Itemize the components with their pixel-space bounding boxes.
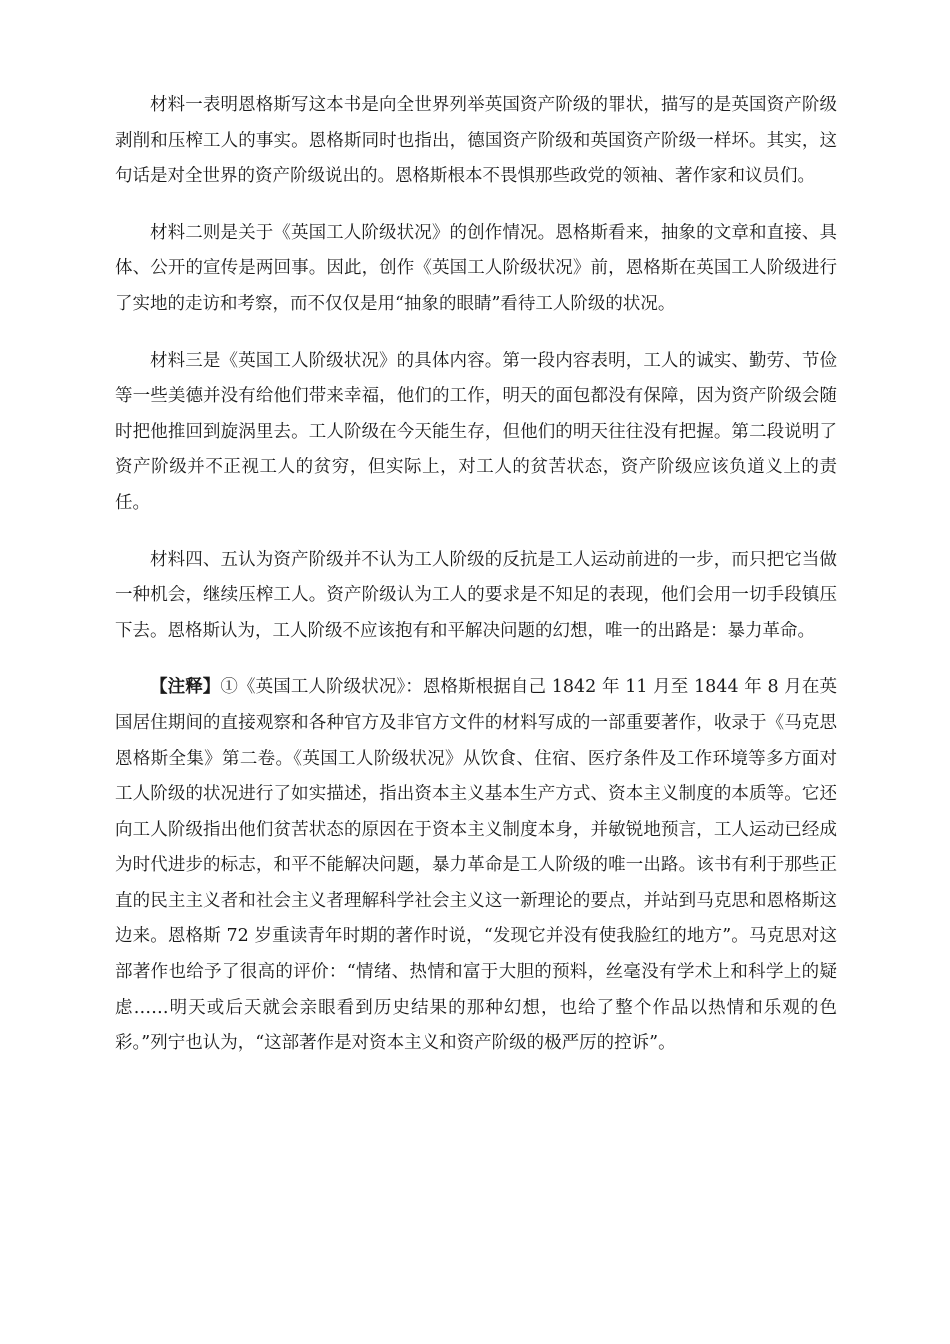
paragraph-material-2: 材料二则是关于《英国工人阶级状况》的创作情况。恩格斯看来，抽象的文章和直接、具体、公开的宣传是两回事。因此，创作《英国工人阶级状况》前，恩格斯在英国工人阶级进行了实地的走访和考察，而不仅仅是用“抽象的眼睛”看待工人阶级的状况。 xyxy=(115,222,837,314)
paragraph-material-3: 材料三是《英国工人阶级状况》的具体内容。第一段内容表明，工人的诚实、勤劳、节俭等一些美德并没有给他们带来幸福，他们的工作，明天的面包都没有保障，因为资产阶级会随时把他推回到旋涡里去。工人阶级在今天能生存，但他们的明天往往没有把握。第二段说明了资产阶级并不正视工人的贫穷，但实际上，对工人的贫苦状态，资产阶级应该负道义上的责任。 xyxy=(115,350,837,513)
document-page xyxy=(115,88,837,1083)
paragraph-material-1: 材料一表明恩格斯写这本书是向全世界列举英国资产阶级的罪状，描写的是英国资产阶级剥削和压榨工人的事实。恩格斯同时也指出，德国资产阶级和英国资产阶级一样坏。其实，这句话是对全世界的资产阶级说出的。恩格斯根本不畏惧那些政党的领袖、著作家和议员们。 xyxy=(115,95,837,187)
annotation-text: ①《英国工人阶级状况》：恩格斯根据自己 1842 年 11 月至 1844 年 8 月在英国居住期间的直接观察和各种官方及非官方文件的材料写成的一部重要著作，收录于《马克思恩格斯全集》第二卷。《英国工人阶级状况》从饮食、住宿、医疗条件及工作环境等多方面对工人阶级的状况进行了如实描述，指出资本主义基本生产方式、资本主义制度的本质等。它还向工人阶级指出他们贫苦状态的原因在于资本主义制度本身，并敏锐地预言，工人运动已经成为时代进步的标志，和平不能解决问题，暴力革命是工人阶级的唯一出路。该书有利于那些正直的民主主义者和社会主义者理解科学社会主义这一新理论的要点，并站到马克思和恩格斯这边来。恩格斯 72 岁重读青年时期的著作时说，“发现它并没有使我脸红的地方”。马克思对这部著作也给予了很高的评价：“情绪、热情和富于大胆的预料，丝毫没有学术上和科学上的疑虑……明天或后天就会亲眼看到历史结果的那种幻想，也给了整个作品以热情和乐观的色彩。”列宁也认为，“这部著作是对资本主义和资产阶级的极严厉的控诉”。 xyxy=(115,677,838,1054)
annotation-paragraph xyxy=(115,670,837,1062)
annotation-label: 【注释】 xyxy=(150,677,221,698)
paragraph-material-4-5: 材料四、五认为资产阶级并不认为工人阶级的反抗是工人运动前进的一步，而只把它当做一种机会，继续压榨工人。资产阶级认为工人的要求是不知足的表现，他们会用一切手段镇压下去。恩格斯认为，工人阶级不应该抱有和平解决问题的幻想，唯一的出路是：暴力革命。 xyxy=(115,549,837,641)
